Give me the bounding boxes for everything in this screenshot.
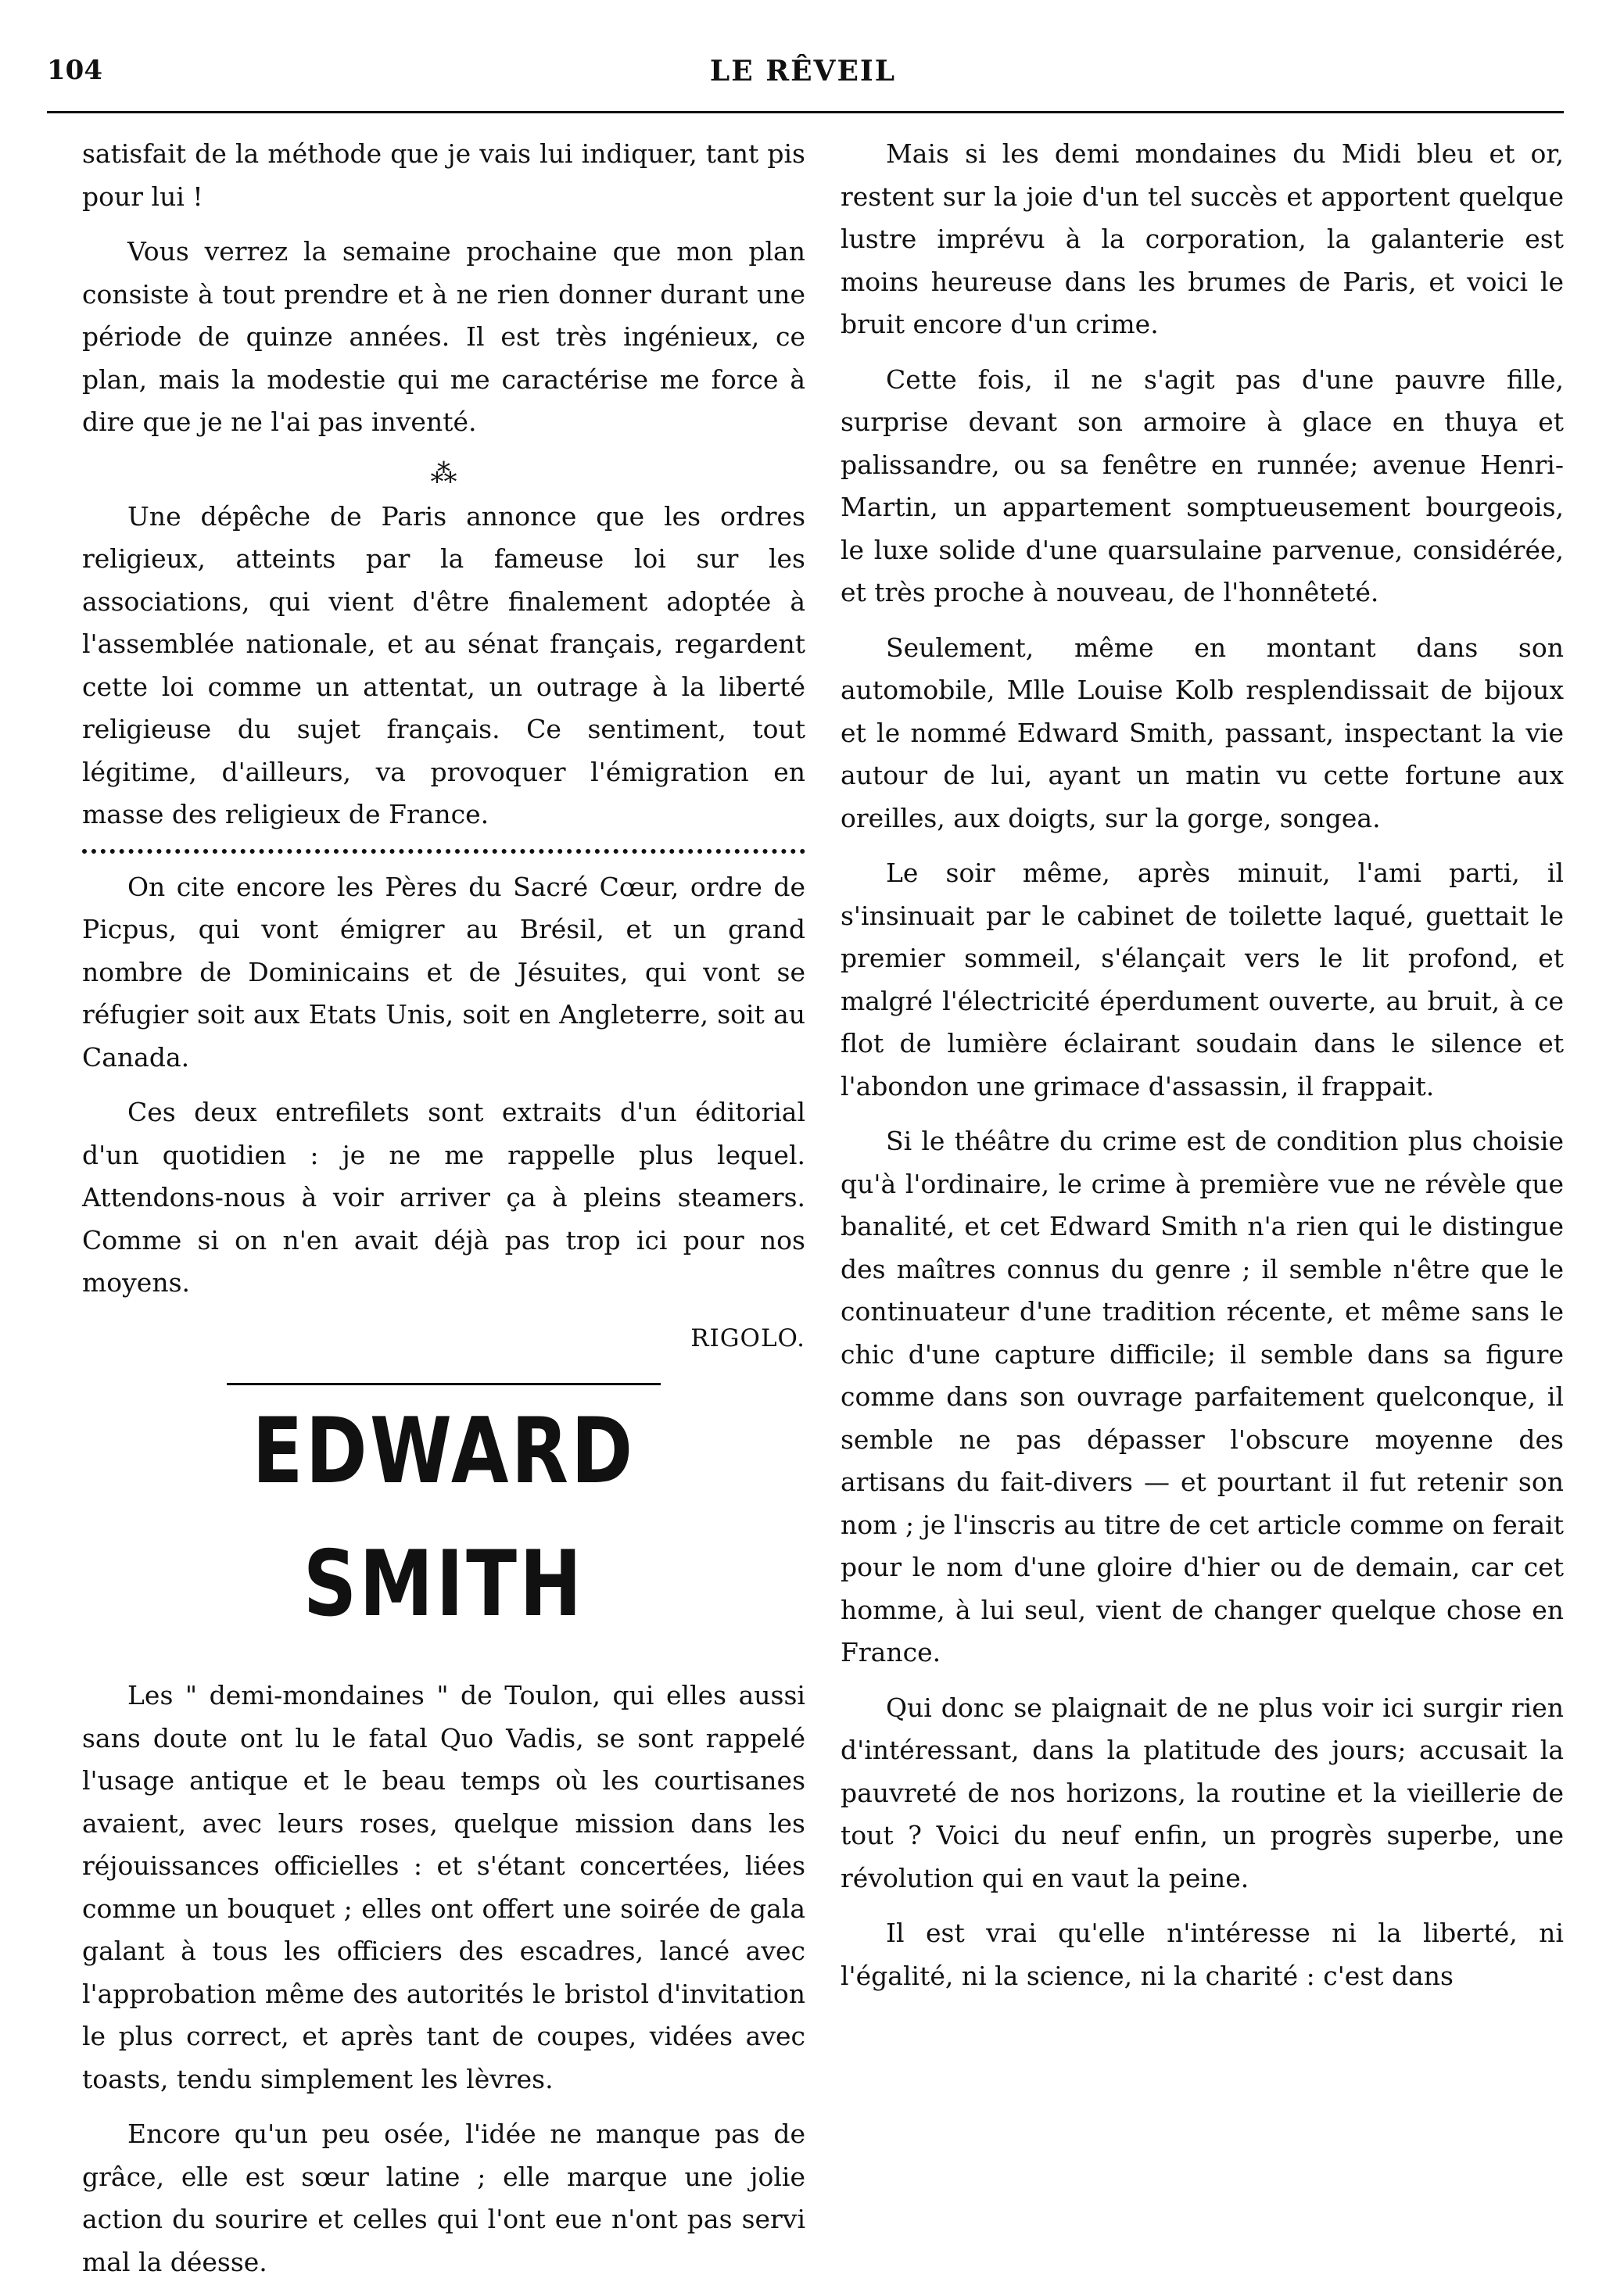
paragraph: Qui donc se plaignait de ne plus voir ici surgir rien d'intéressant, dans la platitude des jours; accusait la pauvreté de nos horizons, la routine et la vieillerie de tout ? Voici du neuf enfin, un progrès superbe, une révolution qui en vaut la peine.	[841, 1692, 1564, 1893]
paragraph: Cette fois, il ne s'agit pas d'une pauvre fille, surprise devant son armoire à glace en thuya et palissandre, ou sa fenêtre en runnée; avenue Henri-Martin, un appartement somptueusement bourgeois, le luxe solide d'une quarsulaine parvenue, considérée, et très proche à nouveau, de l'honnêteté.	[841, 364, 1564, 607]
paragraph: Encore qu'un peu osée, l'idée ne manque pas de grâce, elle est sœur latine ; elle marque une jolie action du sourire et celles qui l'ont eue n'ont pas servi mal la déesse.	[82, 2119, 805, 2277]
running-title: LE RÊVEIL	[709, 55, 897, 88]
right-column	[841, 133, 1564, 2010]
paragraph: Une dépêche de Paris annonce que les ordres religieux, atteints par la fameuse loi sur les associations, qui vient d'être finalement adoptée à l'assemblée nationale, et au sénat français, regardent cette loi comme un attentat, un outrage à la liberté religieuse du sujet français. Ce sentiment, tout légitime, d'ailleurs, va provoquer l'émigration en masse des religieux de France.	[82, 500, 805, 829]
dotted-separator	[82, 849, 805, 854]
paragraph: satisfait de la méthode que je vais lui indiquer, tant pis pour lui !	[82, 138, 805, 212]
paragraph: Il est vrai qu'elle n'intéresse ni la liberté, ni l'égalité, ni la science, ni la charité : c'est dans	[841, 1918, 1564, 1991]
paragraph: Les " demi-mondaines " de Toulon, qui elles aussi sans doute ont lu le fatal Quo Vadis, se sont rappelé l'usage antique et le beau temps où les courtisanes avaient, avec leurs roses, quelque mission dans les réjouissances officielles : et s'étant concertées, liées comme un bouquet ; elles ont offert une soirée de gala galant à tous les officiers des escadres, lancé avec l'approbation même des autorités le bristol d'invitation le plus correct, et après tant de coupes, vidées avec toasts, tendu simplement les lèvres.	[82, 1680, 805, 2094]
asterism-separator: ⁂	[430, 457, 457, 489]
paragraph: Seulement, même en montant dans son automobile, Mlle Louise Kolb resplendissait de bijoux et le nommé Edward Smith, passant, inspectant la vie autour de lui, ayant un matin vu cette fortune aux oreilles, aux doigts, sur la gorge, songea.	[841, 632, 1564, 833]
paragraph: On cite encore les Pères du Sacré Cœur, ordre de Picpus, qui vont émigrer au Brésil, et un grand nombre de Dominicains et de Jésuites, qui vont se réfugier soit aux Etats Unis, soit en Angleterre, soit au Canada.	[82, 871, 805, 1073]
page-number: 104	[47, 55, 102, 86]
signature: RIGOLO.	[690, 1324, 805, 1352]
article-title: EDWARD SMITH	[252, 1399, 636, 1637]
header-rule	[47, 111, 1564, 113]
paragraph: Le soir même, après minuit, l'ami parti, il s'insinuait par le cabinet de toilette laqué, guettait le premier sommeil, s'élançait vers le lit profond, et malgré l'électricité éperdument ouverte, au bruit, à ce flot de lumière éclairant soudain dans le silence et l'abondon une grimace d'assassin, il frappait.	[841, 858, 1564, 1101]
left-column	[82, 133, 805, 2296]
paragraph: Ces deux entrefilets sont extraits d'un éditorial d'un quotidien : je ne me rappelle plus lequel. Attendons-nous à voir arriver ça à pleins steamers. Comme si on n'en avait déjà pas trop ici pour nos moyens.	[82, 1097, 805, 1298]
paragraph: Si le théâtre du crime est de condition plus choisie qu'à l'ordinaire, le crime à première vue ne révèle que banalité, et cet Edward Smith n'a rien qui le distingue des maîtres connus du genre ; il semble n'être que le continuateur d'une tradition récente, et même sans le chic d'une capture difficile; il semble dans sa figure comme dans son ouvrage parfaitement quelconque, il semble ne pas dépasser l'obscure moyenne des artisans du fait-divers — et pourtant il fut retenir son nom ; je l'inscris au titre de cet article comme on ferait pour le nom d'une gloire d'hier ou de demain, car cet homme, à lui seul, vient de changer quelque chose en France.	[841, 1126, 1564, 1667]
paragraph: Vous verrez la semaine prochaine que mon plan consiste à tout prendre et à ne rien donner durant une période de quinze années. Il est très ingénieux, ce plan, mais la modestie qui me caractérise me force à dire que je ne l'ai pas inventé.	[82, 236, 805, 437]
page-header	[47, 55, 1559, 102]
paragraph: Mais si les demi mondaines du Midi bleu et or, restent sur la joie d'un tel succès et apportent quelque lustre imprévu à la corporation, la galanterie est moins heureuse dans les brumes de Paris, et voici le bruit encore d'un crime.	[841, 138, 1564, 339]
